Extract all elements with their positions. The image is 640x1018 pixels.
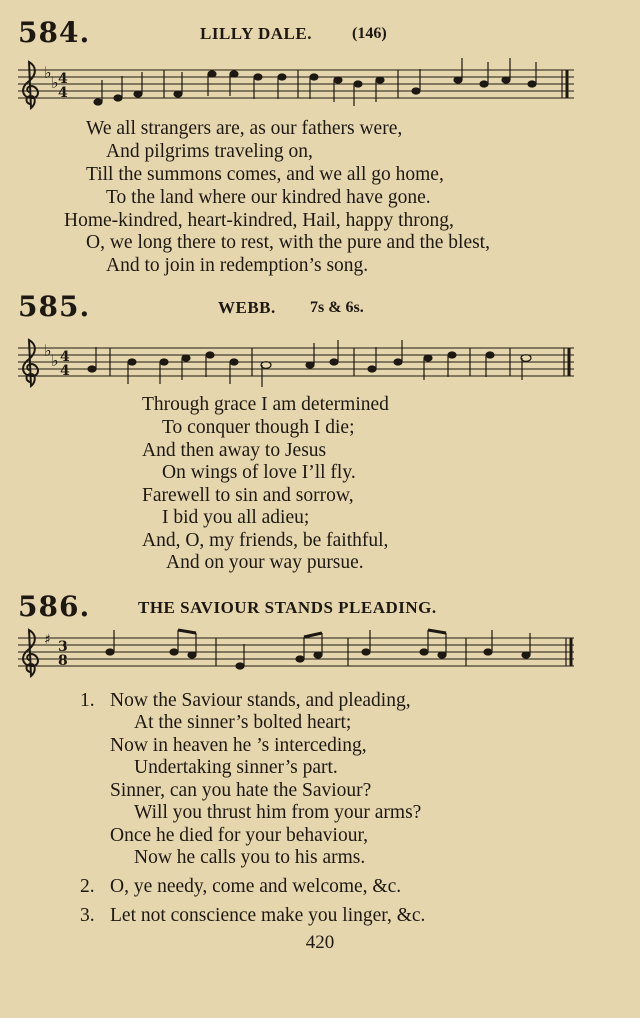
- hymn-584-line: And to join in redemption’s song.: [106, 255, 369, 276]
- hymn-586-extra-verse: Let not conscience make you linger, &c.: [110, 905, 426, 926]
- page-number: 420: [305, 932, 335, 953]
- hymn-number: 585.: [18, 290, 91, 323]
- hymn-585-line: And, O, my friends, be faithful,: [142, 530, 389, 551]
- hymn-meter: 7s & 6s.: [310, 299, 364, 316]
- treble-clef-icon: [23, 630, 38, 676]
- svg-text:♭: ♭: [44, 63, 52, 82]
- verse-number: 2.: [80, 876, 95, 897]
- treble-clef-icon: [23, 62, 38, 108]
- hymn-586-line: Once he died for your behaviour,: [110, 825, 369, 846]
- hymn-number: 586.: [18, 590, 91, 623]
- svg-text:4: 4: [58, 71, 68, 87]
- hymn-586-extra-verse: O, ye needy, come and welcome, &c.: [110, 876, 402, 897]
- verse-number: 3.: [80, 905, 95, 926]
- hymn-585-line: And then away to Jesus: [142, 440, 327, 461]
- hymn-585-line: To conquer though I die;: [162, 417, 355, 438]
- svg-text:♭: ♭: [51, 73, 59, 92]
- hymn-585-music-staff: [14, 330, 580, 400]
- hymn-586-music-staff: [14, 620, 580, 690]
- hymn-584-music-staff: [14, 52, 580, 122]
- hymn-586-line: Sinner, can you hate the Saviour?: [110, 780, 372, 801]
- treble-clef-icon: [23, 340, 38, 386]
- hymn-title: THE SAVIOUR STANDS PLEADING.: [138, 598, 437, 617]
- hymn-584-line: Till the summons comes, and we all go home,: [86, 164, 444, 185]
- hymn-586-line: Undertaking sinner’s part.: [134, 757, 338, 778]
- hymn-584-line: To the land where our kindred have gone.: [106, 187, 431, 208]
- hymn-586-line: Now the Saviour stands, and pleading,: [110, 690, 411, 711]
- svg-text:♭: ♭: [51, 351, 59, 370]
- hymn-584-line: Home-kindred, heart-kindred, Hail, happy throng,: [64, 210, 454, 231]
- hymn-number: 584.: [18, 16, 91, 49]
- hymn-585-line: On wings of love I’ll fly.: [162, 462, 356, 483]
- hymn-585-line: I bid you all adieu;: [162, 507, 310, 528]
- hymn-584-line: O, we long there to rest, with the pure and the blest,: [86, 232, 490, 253]
- hymn-title: WEBB.: [218, 298, 276, 317]
- svg-text:♭: ♭: [44, 341, 52, 360]
- hymn-title: LILLY DALE.: [200, 24, 312, 43]
- svg-text:4: 4: [60, 349, 70, 365]
- hymn-584-header: [0, 16, 640, 56]
- hymn-585-line: Through grace I am determined: [142, 394, 389, 415]
- hymn-584-line: And pilgrims traveling on,: [106, 141, 313, 162]
- svg-text:3: 3: [58, 639, 68, 655]
- svg-text:8: 8: [58, 653, 68, 669]
- hymn-585-line: Farewell to sin and sorrow,: [142, 485, 354, 506]
- svg-text:♯: ♯: [44, 632, 51, 648]
- verse-number: 1.: [80, 690, 95, 711]
- svg-text:4: 4: [58, 85, 68, 101]
- hymn-586-line: Now he calls you to his arms.: [134, 847, 366, 868]
- hymn-585-header: [0, 290, 640, 330]
- hymn-585-line: And on your way pursue.: [166, 552, 364, 573]
- hymn-584-line: We all strangers are, as our fathers were,: [86, 118, 403, 139]
- hymn-586-line: Will you thrust him from your arms?: [134, 802, 422, 823]
- hymn-586-line: Now in heaven he ’s interceding,: [110, 735, 367, 756]
- svg-text:4: 4: [60, 363, 70, 379]
- hymn-meter: (146): [352, 25, 387, 42]
- hymn-586-line: At the sinner’s bolted heart;: [134, 712, 352, 733]
